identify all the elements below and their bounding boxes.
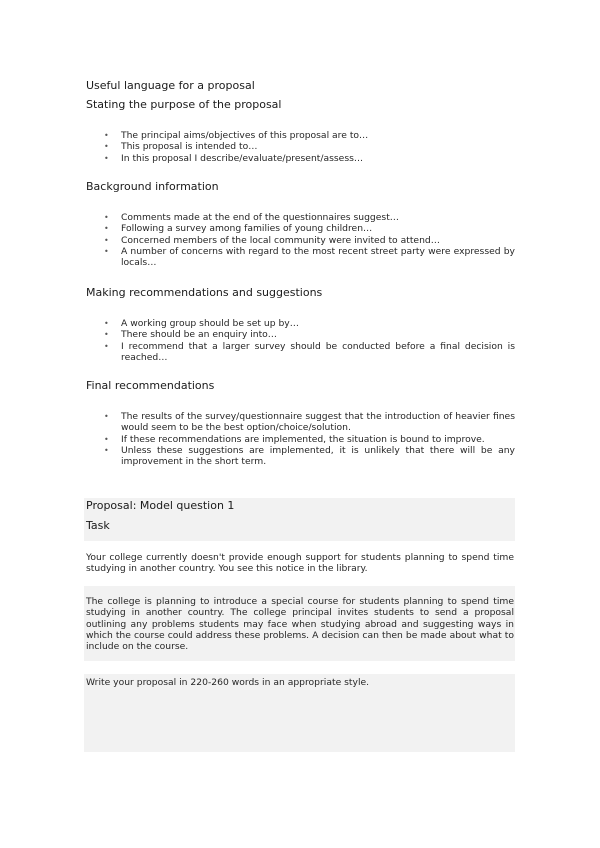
list-item: • A working group should be set up by… (104, 318, 515, 329)
list-item: • The principal aims/objectives of this proposal are to… (104, 130, 515, 141)
page-title: Useful language for a proposal (86, 79, 255, 92)
model-heading: Proposal: Model question 1 (86, 499, 235, 512)
recommendations-list (104, 318, 515, 363)
purpose-list (104, 130, 515, 164)
task-band (84, 661, 515, 674)
heading-final: Final recommendations (86, 379, 215, 392)
heading-recommendations: Making recommendations and suggestions (86, 286, 323, 299)
final-list (104, 411, 515, 467)
list-item: • In this proposal I describe/evaluate/present/assess… (104, 153, 515, 164)
list-item: • If these recommendations are implemented, the situation is bound to improve. (104, 434, 515, 445)
list-item: • There should be an enquiry into… (104, 329, 515, 340)
notice-paragraph: The college is planning to introduce a special course for students planning to spend time studying in another country. The college principal invites students to send a proposal outlining any problems students may face when studying abroad and suggesting ways in which the course could address these problems. A decision can then be made about what to include on the course. (86, 596, 514, 653)
list-item: • This proposal is intended to… (104, 141, 515, 152)
list-item: • Comments made at the end of the questionnaires suggest… (104, 212, 515, 223)
list-item: • A number of concerns with regard to the most recent street party were expressed by locals… (104, 246, 515, 269)
heading-purpose: Stating the purpose of the proposal (86, 98, 282, 111)
list-item: • Concerned members of the local community were invited to attend… (104, 235, 515, 246)
list-item: • Unless these suggestions are implemented, it is unlikely that there will be any improvement in the short term. (104, 445, 515, 468)
task-label: Task (86, 519, 110, 532)
list-item: • I recommend that a larger survey should be conducted before a final decision is reached… (104, 341, 515, 364)
heading-background: Background information (86, 180, 219, 193)
list-item: • The results of the survey/questionnaire suggest that the introduction of heavier fines would seem to be the best option/choice/solution. (104, 411, 515, 434)
instruction-paragraph: Write your proposal in 220-260 words in an appropriate style. (86, 677, 370, 688)
task-paragraph: Your college currently doesn't provide enough support for students planning to spend time studying in another country. You see this notice in the library. (86, 552, 514, 575)
list-item: • Following a survey among families of young children… (104, 223, 515, 234)
background-list (104, 212, 515, 268)
